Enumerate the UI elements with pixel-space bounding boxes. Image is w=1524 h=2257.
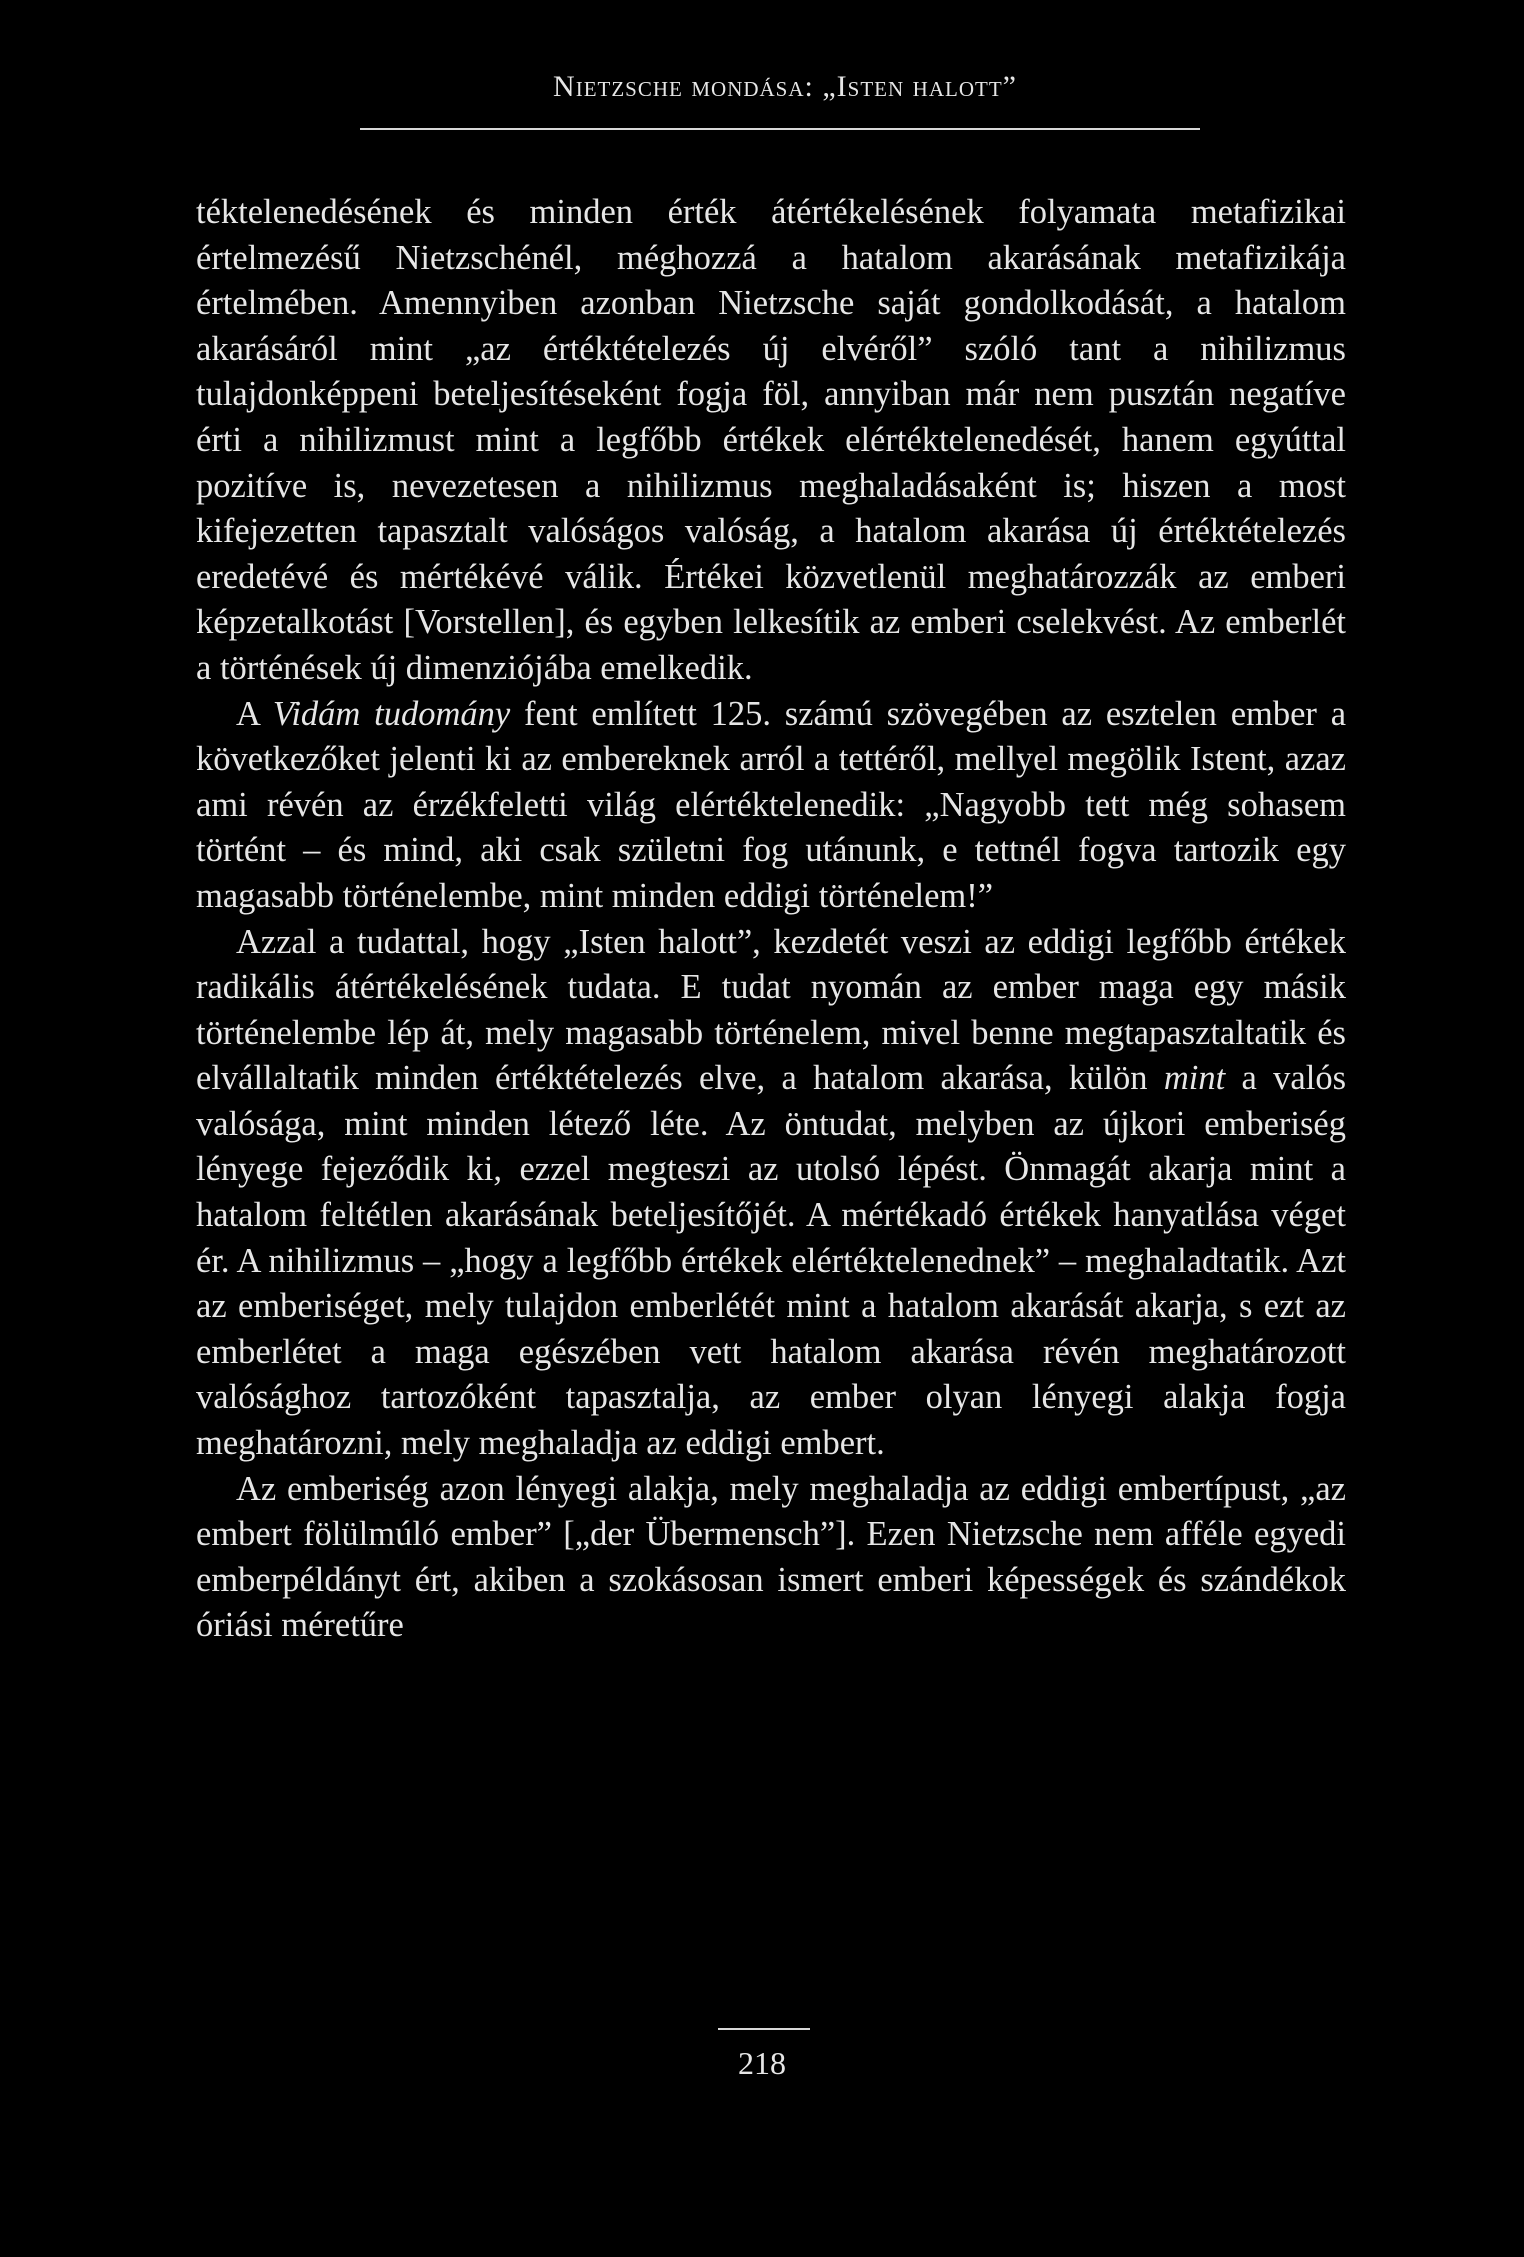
- paragraph-1: téktelenedésének és minden érték átértékelésének folyamata metafizikai értelmezésű Nietzschénél, méghozzá a hatalom akarásának metafizikája értelmében. Amennyiben azonban Nietzsche saját gondolkodását, a hatalom akarásáról mint „az értéktételezés új elvéről” szóló tant a nihilizmus tulajdonképpeni beteljesítéseként fogja föl, annyiban már nem pusztán negatíve érti a nihilizmust mint a legfőbb értékek elértéktelenedését, hanem egyúttal pozitíve is, nevezetesen a nihilizmus meghaladásaként is; hiszen a most kifejezetten tapasztalt valóságos valóság, a hatalom akarása új értéktételezés eredetévé és mértékévé válik. Értékei közvetlenül meghatározzák az emberi képzetalkotást [Vorstellen], és egyben lelkesítik az emberi cselekvést. Az emberlét a történések új dimenziójába emelkedik.: [196, 193, 1346, 687]
- paragraph-2-pre: A: [236, 694, 273, 733]
- emphasis-italic: mint: [1163, 1059, 1226, 1098]
- paragraph-3-post: a valós valósága, mint minden létező léte. Az öntudat, melyben az újkori emberiség lényege fejeződik ki, ezzel megteszi az utolsó lépést. Önmagát akarja mint a hatalom feltétlen akarásának beteljesítőjét. A mértékadó értékek hanyatlása véget ér. A nihilizmus – „hogy a legfőbb értékek elértéktelenednek” – meghaladtatik. Azt az emberiséget, mely tulajdon emberlétét mint a hatalom akarását akarja, s ezt az emberlétet a maga egészében vett hatalom akarása révén meghatározott valósághoz tartozóként tapasztalja, az ember olyan lényegi alakja fogja meghatározni, mely meghaladja az eddigi embert.: [196, 1059, 1346, 1463]
- page-number: 218: [738, 2045, 786, 2081]
- paragraph-3-pre: Azzal a tudattal, hogy „Isten halott”, kezdetét veszi az eddigi legfőbb értékek radikális átértékelésének tudata. E tudat nyomán az ember maga egy másik történelembe lép át, mely magasabb történelem, mivel benne megtapasztaltatik és elvállaltatik minden értéktételezés elve, a hatalom akarása, külön: [196, 922, 1346, 1098]
- paragraph-2: [196, 692, 1346, 920]
- footer-rule: [718, 2028, 810, 2030]
- running-head: Nietzsche mondása: „Isten halott”: [553, 70, 1017, 103]
- paragraph-3: [196, 920, 1346, 1467]
- body-text: [196, 190, 1346, 1649]
- book-title-italic: Vidám tudomány: [272, 694, 511, 733]
- paragraph-4: Az emberiség azon lényegi alakja, mely meghaladja az eddigi embertípust, „az embert fölülmúló ember” [„der Übermensch”]. Ezen Nietzsche nem afféle egyedi emberpéldányt ért, akiben a szokásosan ismert emberi képességek és szándékok óriási méretűre: [196, 1469, 1346, 1645]
- paragraph-2-post: fent említett 125. számú szövegében az esztelen ember a következőket jelenti ki az embereknek arról a tettéről, mellyel megölik Istent, azaz ami révén az érzékfeletti világ elértéktelenedik: „Nagyobb tett még sohasem történt – és mind, aki csak születni fog utánunk, e tettnél fogva tartozik egy magasabb történelembe, mint minden eddigi történelem!”: [196, 694, 1347, 915]
- header-rule: [360, 128, 1200, 130]
